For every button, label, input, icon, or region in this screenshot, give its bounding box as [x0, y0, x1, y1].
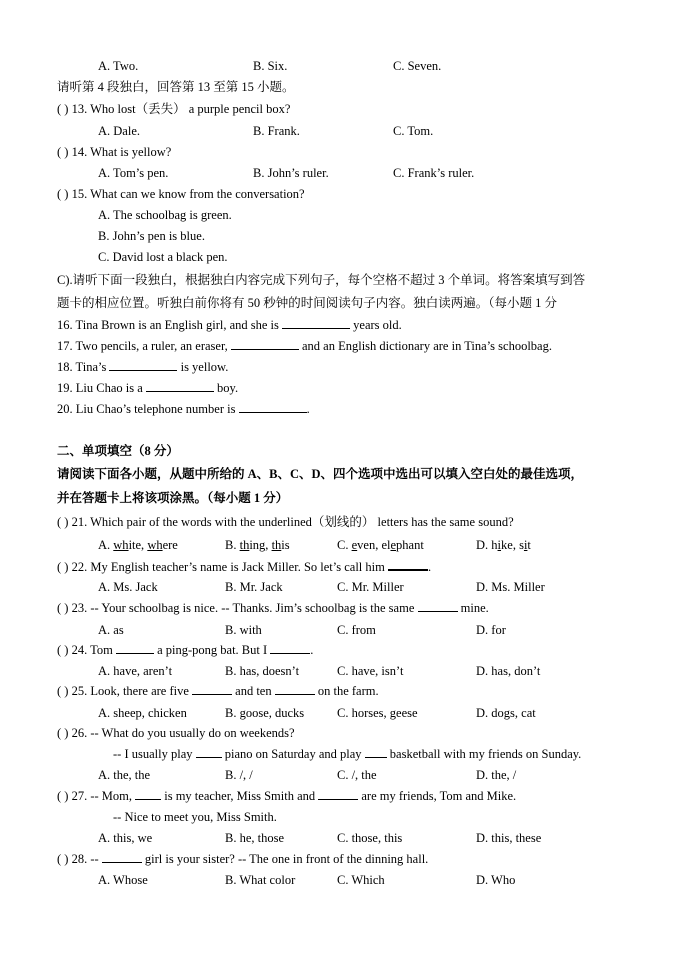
question-22: ( ) 22. My English teacher’s name is Jack Miller. So let’s call him .: [57, 560, 432, 574]
question-text: 26. -- What do you usually do on weekends?: [71, 726, 295, 740]
q26-option-a: A. the, the: [98, 768, 151, 782]
q22-option-d: D. Ms. Miller: [476, 580, 545, 594]
q15-option-c: C. David lost a black pen.: [98, 250, 228, 264]
answer-paren: ( ): [57, 187, 69, 201]
q23-option-c: C. from: [337, 623, 376, 637]
answer-blank: [102, 851, 142, 863]
question-28: ( ) 28. -- girl is your sister? -- The one in front of the dinning hall.: [57, 852, 429, 866]
answer-blank: [109, 359, 177, 371]
q21-option-d: D. hike, sit: [476, 538, 531, 552]
q22-option-b: B. Mr. Jack: [225, 580, 283, 594]
q21-option-c: C. even, elephant: [337, 538, 424, 552]
answer-blank: [192, 683, 232, 695]
q28-option-b: B. What color: [225, 873, 296, 887]
q21-option-a: A. white, where: [98, 538, 178, 552]
q13-option-a: A. Dale.: [98, 124, 140, 138]
answer-blank: [365, 746, 387, 758]
section-instruction-2: 并在答题卡上将该项涂黑。（每小题 1 分）: [57, 491, 289, 505]
answer-blank: [318, 788, 358, 800]
question-24: ( ) 24. Tom a ping-pong bat. But I .: [57, 643, 314, 657]
section-c-intro-2: 题卡的相应位置。听独白前你将有 50 秒钟的时间阅读句子内容。独白读两遍。（每小题 1 分: [57, 296, 558, 310]
q12-option-c: C. Seven.: [393, 59, 442, 73]
question-21: [57, 514, 514, 530]
q25-option-a: A. sheep, chicken: [98, 706, 187, 720]
question-text: 15. What can we know from the conversation?: [71, 187, 305, 201]
q14-option-b: B. John’s ruler.: [253, 166, 329, 180]
q25-option-c: C. horses, geese: [337, 706, 418, 720]
answer-paren: ( ): [57, 515, 69, 529]
part4-instruction: 请听第 4 段独白，回答第 13 至第 15 小题。: [57, 80, 295, 94]
answer-blank: [231, 338, 299, 350]
question-26-line2: -- I usually play piano on Saturday and play basketball with my friends on Sunday.: [113, 747, 582, 761]
question-15: [57, 186, 305, 202]
q22-option-a: A. Ms. Jack: [98, 580, 158, 594]
answer-paren: ( ): [57, 601, 69, 615]
question-text: 14. What is yellow?: [71, 145, 172, 159]
section-c-intro-1: C).请听下面一段独白，根据独白内容完成下列句子，每个空格不超过 3 个单词。将答案填写到答: [57, 273, 586, 287]
answer-paren: ( ): [57, 789, 69, 803]
answer-blank: [196, 746, 222, 758]
answer-paren: ( ): [57, 852, 69, 866]
answer-blank: [116, 642, 154, 654]
answer-blank: [418, 600, 458, 612]
question-13: [57, 101, 290, 117]
q14-option-a: A. Tom’s pen.: [98, 166, 169, 180]
q23-option-b: B. with: [225, 623, 262, 637]
q23-option-d: D. for: [476, 623, 506, 637]
q28-option-c: C. Which: [337, 873, 385, 887]
question-14: [57, 144, 171, 160]
q24-option-d: D. has, don’t: [476, 664, 541, 678]
answer-paren: ( ): [57, 102, 69, 116]
fill-in-16: 16. Tina Brown is an English girl, and she is years old.: [57, 318, 402, 332]
q27-option-a: A. this, we: [98, 831, 153, 845]
q27-option-b: B. he, those: [225, 831, 285, 845]
q24-option-c: C. have, isn’t: [337, 664, 404, 678]
q25-option-b: B. goose, ducks: [225, 706, 305, 720]
q21-option-b: B. thing, this: [225, 538, 290, 552]
q28-option-d: D. Who: [476, 873, 516, 887]
q27-option-c: C. those, this: [337, 831, 403, 845]
question-27: ( ) 27. -- Mom, is my teacher, Miss Smith and are my friends, Tom and Mike.: [57, 789, 517, 803]
question-26: [57, 725, 295, 741]
q23-option-a: A. as: [98, 623, 124, 637]
q13-option-c: C. Tom.: [393, 124, 434, 138]
question-text: 21. Which pair of the words with the underlined（划线的） letters has the same sound?: [71, 515, 514, 529]
answer-blank: [275, 683, 315, 695]
question-27-line2: -- Nice to meet you, Miss Smith.: [113, 810, 277, 824]
fill-in-17: 17. Two pencils, a ruler, an eraser, and an English dictionary are in Tina’s schoolbag.: [57, 339, 552, 353]
q25-option-d: D. dogs, cat: [476, 706, 536, 720]
answer-blank: [388, 558, 428, 571]
q28-option-a: A. Whose: [98, 873, 148, 887]
answer-blank: [135, 788, 161, 800]
answer-paren: ( ): [57, 145, 69, 159]
answer-paren: ( ): [57, 643, 69, 657]
q27-option-d: D. this, these: [476, 831, 542, 845]
question-text: 13. Who lost（丢失） a purple pencil box?: [71, 102, 291, 116]
fill-in-19: 19. Liu Chao is a boy.: [57, 381, 239, 395]
question-25: ( ) 25. Look, there are five and ten on the farm.: [57, 684, 379, 698]
q12-option-a: A. Two.: [98, 59, 139, 73]
q14-option-c: C. Frank’s ruler.: [393, 166, 475, 180]
q26-option-c: C. /, the: [337, 768, 377, 782]
q24-option-a: A. have, aren’t: [98, 664, 173, 678]
q12-option-b: B. Six.: [253, 59, 288, 73]
question-23: ( ) 23. -- Your schoolbag is nice. -- Thanks. Jim’s schoolbag is the same mine.: [57, 601, 489, 615]
answer-blank: [270, 642, 310, 654]
answer-blank: [239, 401, 307, 413]
answer-paren: ( ): [57, 726, 69, 740]
question-text: 22. My English teacher’s name is Jack Miller. So let’s call him: [71, 560, 385, 574]
q15-option-a: A. The schoolbag is green.: [98, 208, 232, 222]
q26-option-b: B. /, /: [225, 768, 253, 782]
section-title: 二、单项填空（8 分）: [57, 444, 179, 458]
answer-blank: [282, 317, 350, 329]
q13-option-b: B. Frank.: [253, 124, 300, 138]
fill-in-20: 20. Liu Chao’s telephone number is .: [57, 402, 310, 416]
answer-paren: ( ): [57, 560, 69, 574]
q15-option-b: B. John’s pen is blue.: [98, 229, 205, 243]
q22-option-c: C. Mr. Miller: [337, 580, 404, 594]
fill-in-18: 18. Tina’s is yellow.: [57, 360, 229, 374]
answer-paren: ( ): [57, 684, 69, 698]
section-instruction-1: 请阅读下面各小题，从题中所给的 A、B、C、D、四个选项中选出可以填入空白处的最佳选项，: [57, 467, 584, 481]
answer-blank: [146, 380, 214, 392]
q24-option-b: B. has, doesn’t: [225, 664, 300, 678]
q26-option-d: D. the, /: [476, 768, 517, 782]
